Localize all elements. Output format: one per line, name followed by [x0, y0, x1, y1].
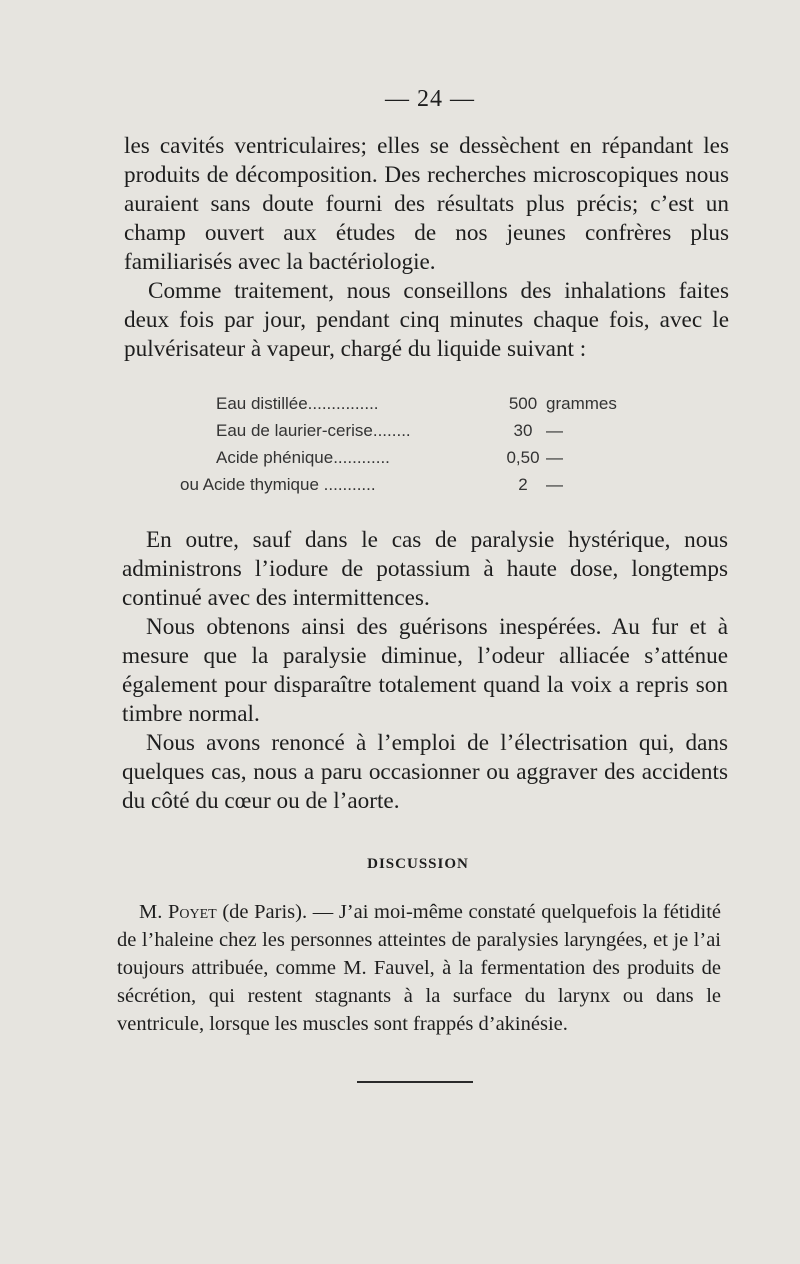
body-text-top [124, 132, 729, 364]
ingredient-unit: — [546, 421, 563, 440]
ingredient-unit: — [546, 448, 563, 467]
speaker-origin: (de Paris). — [222, 901, 334, 923]
body-text-bottom [122, 526, 728, 816]
ingredient-name: Eau de laurier-cerise........ [216, 421, 411, 440]
ingredient-unit: — [546, 475, 563, 494]
ingredient-unit: grammes [546, 394, 617, 413]
paragraph: Nous avons renoncé à l’emploi de l’électrisation qui, dans quelques cas, nous a paru occasionner ou aggraver des accidents du côté du cœur ou de l’aorte. [122, 730, 728, 814]
ingredient-quantity: 2 [518, 475, 528, 494]
ingredient-quantity: 500 [508, 394, 538, 413]
ingredient-name: Eau distillée............... [216, 394, 379, 413]
recipe-row [180, 448, 640, 475]
discussion-text: J’ai moi-même constaté quelquefois la fétidité de l’haleine chez les personnes atteintes de paralysies laryngées, et je l’ai toujours attribuée, comme M. Fauvel, à la fermentation des produits de sécrétion, qui restent stagnants à la surface du larynx ou dans le ventricule, lorsque les muscles sont frappés d’akinésie. [117, 901, 721, 1035]
ingredient-name: Acide phénique............ [216, 448, 390, 467]
discussion-paragraph [117, 898, 721, 1038]
paragraph: Comme traitement, nous conseillons des inhalations faites deux fois par jour, pendant cinq minutes chaque fois, avec le pulvérisateur à vapeur, chargé du liquide suivant : [124, 278, 729, 362]
paragraph: les cavités ventriculaires; elles se dessèchent en répandant les produits de décomposition. Des recherches microscopiques nous auraient sans doute fourni des résultats plus précis; c’est un champ ouvert aux études de nos jeunes confrères plus familiarisés avec la bactériologie. [124, 133, 729, 275]
recipe-row [180, 421, 640, 448]
section-title: DISCUSSION [367, 856, 469, 872]
page-number: — 24 — [385, 86, 475, 112]
ingredient-quantity: 0,50 [506, 448, 540, 467]
recipe-table [180, 394, 640, 502]
recipe-row [180, 475, 640, 502]
ingredient-name: ou Acide thymique ........... [180, 475, 376, 494]
paragraph: Nous obtenons ainsi des guérisons inespérées. Au fur et à mesure que la paralysie diminue, l’odeur alliacée s’atténue également pour disparaître totalement quand la voix a repris son timbre normal. [122, 614, 728, 727]
paragraph: En outre, sauf dans le cas de paralysie hystérique, nous administrons l’iodure de potassium à haute dose, longtemps continué avec des intermittences. [122, 527, 728, 611]
recipe-row [180, 394, 640, 421]
ingredient-quantity: 30 [513, 421, 533, 440]
speaker-name: M. Poyet [139, 901, 217, 923]
end-rule [357, 1081, 473, 1083]
